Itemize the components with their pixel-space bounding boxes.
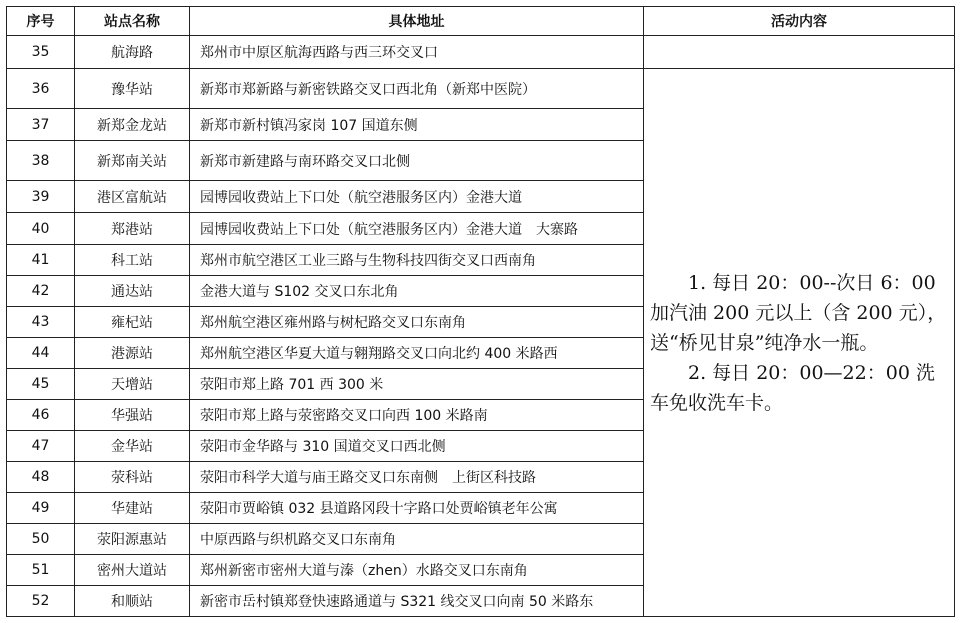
- row-address: 郑州市航空港区工业三路与生物科技四街交叉口西南角: [190, 245, 644, 276]
- row-no: 42: [7, 276, 75, 307]
- activity-content-cell: [644, 69, 955, 617]
- row-station-name: 豫华站: [75, 69, 190, 109]
- table-row: [7, 69, 955, 109]
- row-station-name: 通达站: [75, 276, 190, 307]
- row-address: 园博园收费站上下口处（航空港服务区内）金港大道: [190, 181, 644, 213]
- row-no: 45: [7, 369, 75, 400]
- row-no: 50: [7, 524, 75, 555]
- row-station-name: 航海路: [75, 36, 190, 69]
- row-no: 44: [7, 338, 75, 369]
- row-address: 郑州新密市密州大道与溱（zhen）水路交叉口东南角: [190, 555, 644, 586]
- header-address: 具体地址: [190, 7, 644, 36]
- row-no: 38: [7, 141, 75, 181]
- row-address: 荥阳市科学大道与庙王路交叉口东南侧 上街区科技路: [190, 462, 644, 493]
- row-activity-empty: [644, 36, 955, 69]
- row-station-name: 和顺站: [75, 586, 190, 617]
- header-name: 站点名称: [75, 7, 190, 36]
- row-address: 荥阳市金华路与 310 国道交叉口西北侧: [190, 431, 644, 462]
- row-station-name: 天增站: [75, 369, 190, 400]
- row-address: 园博园收费站上下口处（航空港服务区内）金港大道 大寨路: [190, 213, 644, 245]
- row-no: 39: [7, 181, 75, 213]
- row-no: 36: [7, 69, 75, 109]
- row-address: 新郑市郑新路与新密铁路交叉口西北角（新郑中医院）: [190, 69, 644, 109]
- row-no: 47: [7, 431, 75, 462]
- row-address: 新密市岳村镇郑登快速路通道与 S321 线交叉口向南 50 米路东: [190, 586, 644, 617]
- row-no: 49: [7, 493, 75, 524]
- row-address: 金港大道与 S102 交叉口东北角: [190, 276, 644, 307]
- row-station-name: 雍杞站: [75, 307, 190, 338]
- row-address: 荥阳市郑上路 701 西 300 米: [190, 369, 644, 400]
- row-station-name: 郑港站: [75, 213, 190, 245]
- row-no: 52: [7, 586, 75, 617]
- row-station-name: 荥阳源惠站: [75, 524, 190, 555]
- row-station-name: 新郑南关站: [75, 141, 190, 181]
- row-address: 郑州市中原区航海西路与西三环交叉口: [190, 36, 644, 69]
- row-address: 郑州航空港区华夏大道与翱翔路交叉口向北约 400 米路西: [190, 338, 644, 369]
- header-no: 序号: [7, 7, 75, 36]
- row-no: 41: [7, 245, 75, 276]
- row-no: 51: [7, 555, 75, 586]
- row-station-name: 新郑金龙站: [75, 109, 190, 141]
- row-station-name: 科工站: [75, 245, 190, 276]
- row-station-name: 华建站: [75, 493, 190, 524]
- station-table: [6, 6, 955, 617]
- row-no: 48: [7, 462, 75, 493]
- row-address: 新郑市新村镇冯家岗 107 国道东侧: [190, 109, 644, 141]
- table-row: [7, 36, 955, 69]
- row-station-name: 金华站: [75, 431, 190, 462]
- row-station-name: 港源站: [75, 338, 190, 369]
- row-address: 中原西路与织机路交叉口东南角: [190, 524, 644, 555]
- row-station-name: 港区富航站: [75, 181, 190, 213]
- row-no: 35: [7, 36, 75, 69]
- row-station-name: 密州大道站: [75, 555, 190, 586]
- row-address: 新郑市新建路与南环路交叉口北侧: [190, 141, 644, 181]
- row-station-name: 荥科站: [75, 462, 190, 493]
- row-no: 40: [7, 213, 75, 245]
- table-header-row: [7, 7, 955, 36]
- activity-paragraph-2: 2. 每日 20：00—22：00 洗车免收洗车卡。: [650, 361, 935, 414]
- header-activity: 活动内容: [644, 7, 955, 36]
- activity-paragraph-1: 1. 每日 20：00--次日 6：00 加汽油 200 元以上（含 200 元），送“桥见甘泉”纯净水一瓶。: [650, 271, 947, 354]
- row-no: 43: [7, 307, 75, 338]
- row-no: 46: [7, 400, 75, 431]
- row-address: 荥阳市郑上路与荥密路交叉口向西 100 米路南: [190, 400, 644, 431]
- row-no: 37: [7, 109, 75, 141]
- row-station-name: 华强站: [75, 400, 190, 431]
- row-address: 荥阳市贾峪镇 032 县道路冈段十字路口处贾峪镇老年公寓: [190, 493, 644, 524]
- row-address: 郑州航空港区雍州路与树杞路交叉口东南角: [190, 307, 644, 338]
